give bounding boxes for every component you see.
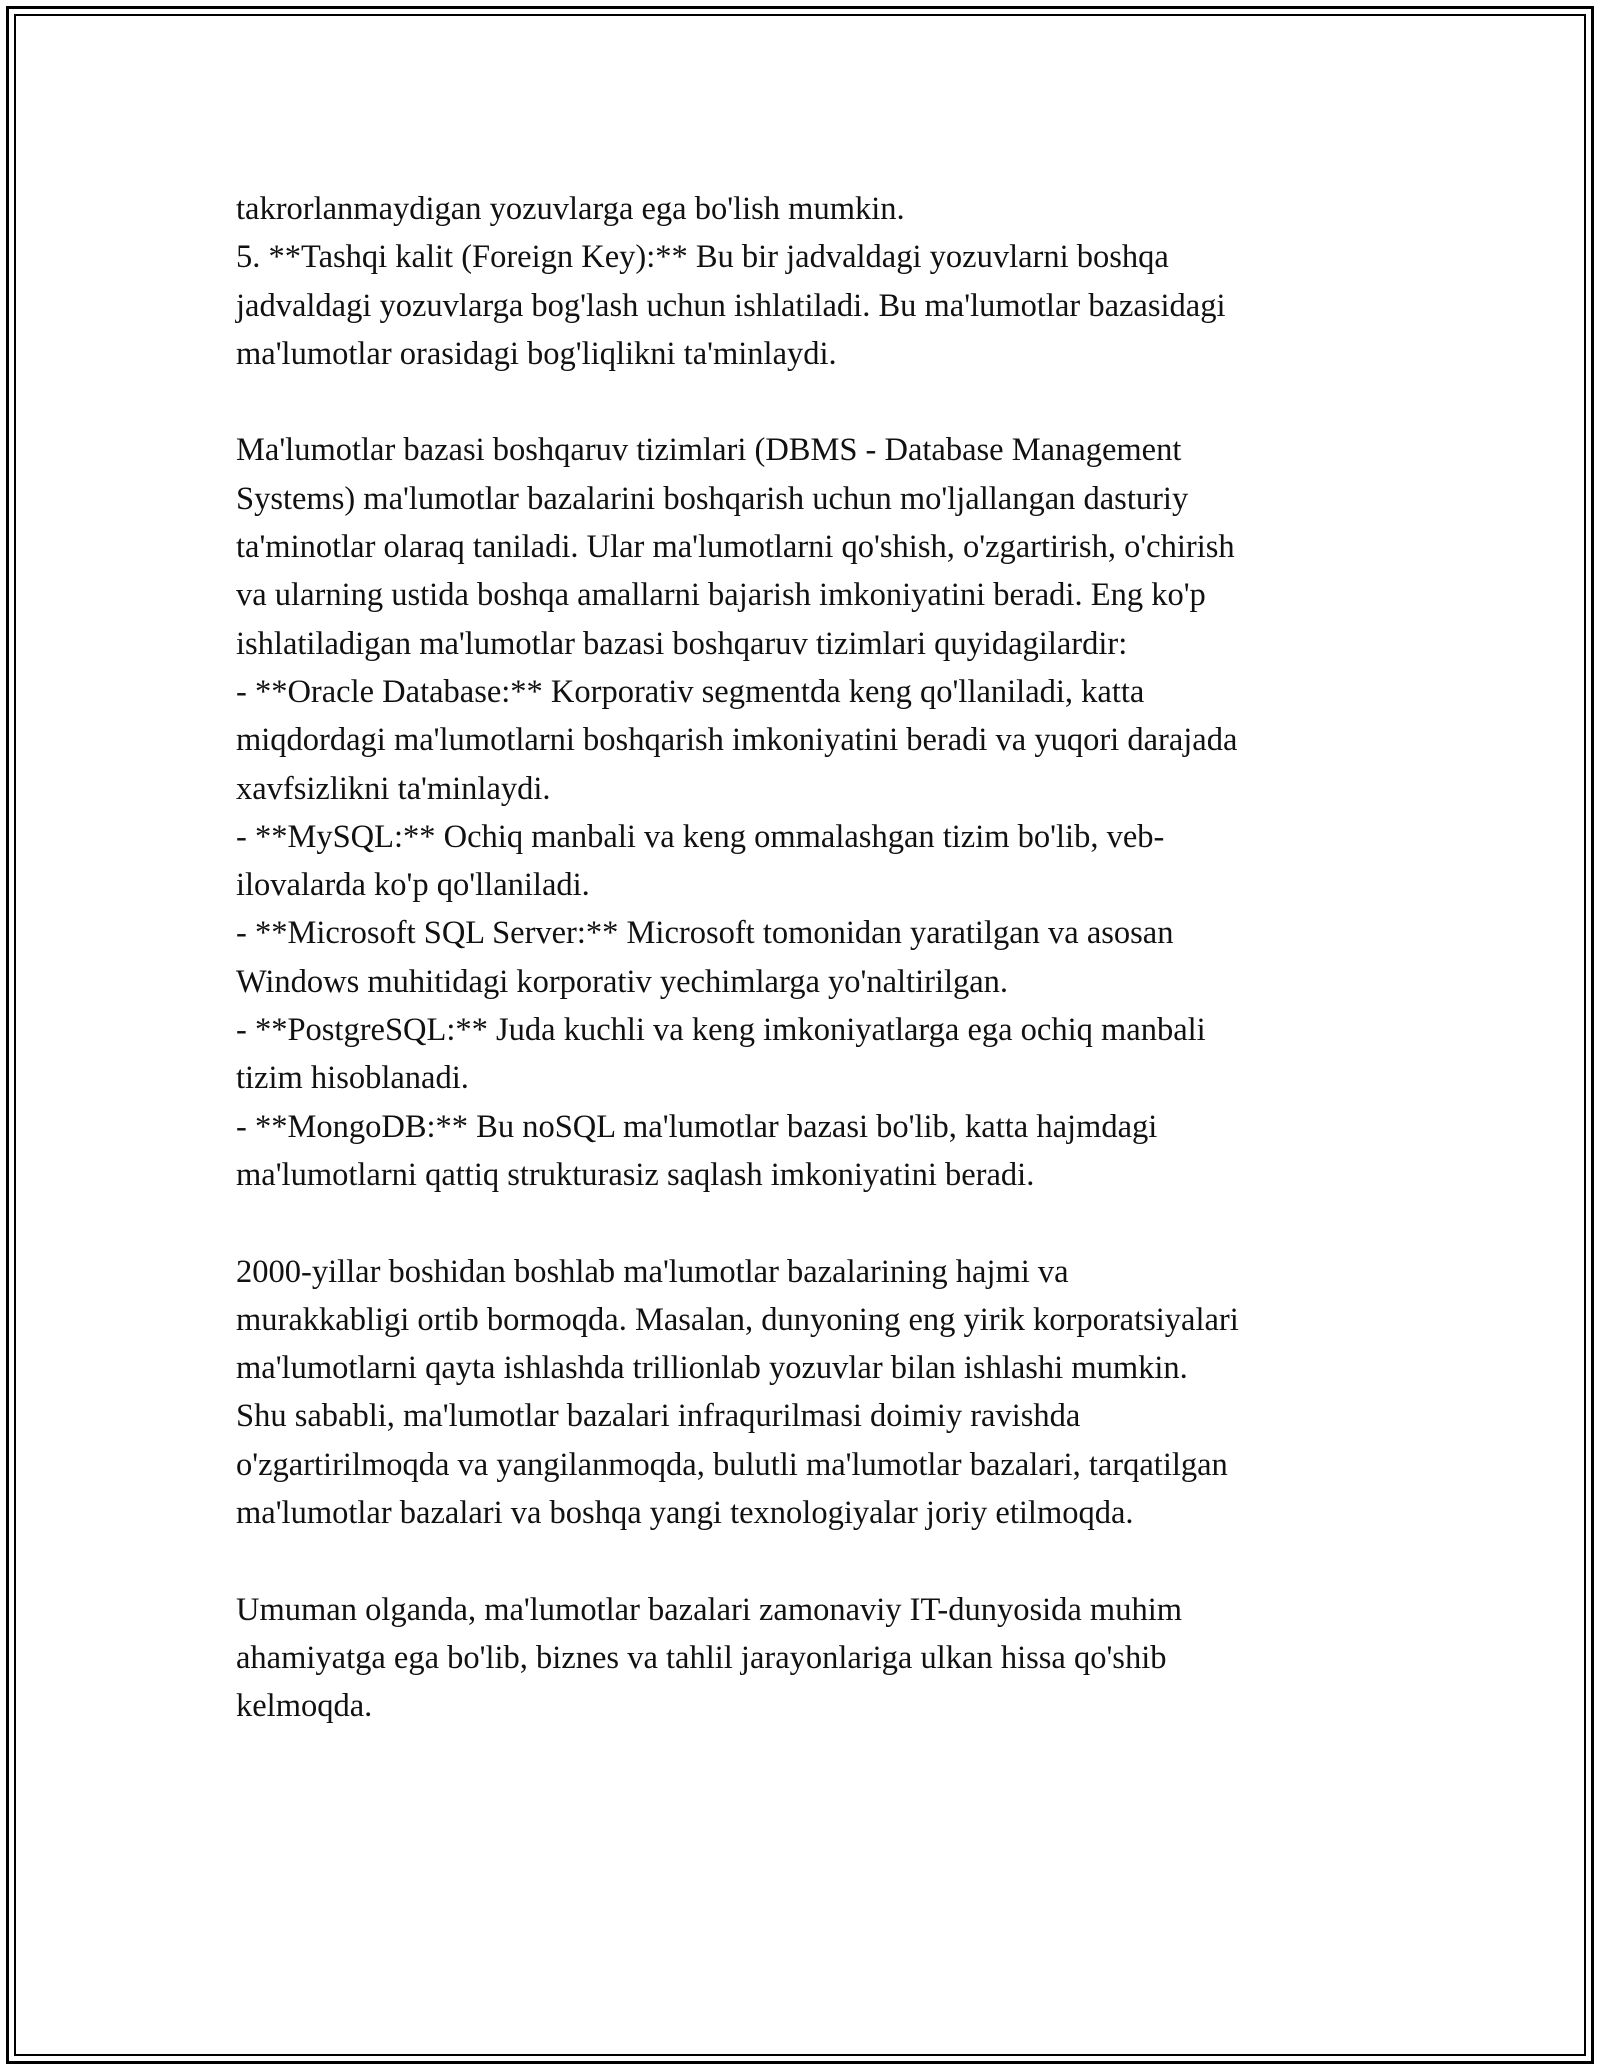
text-line: ma'lumotlar bazalari va boshqa yangi texnologiyalar joriy etilmoqda. [236,1495,1134,1532]
text-line: 5. **Tashqi kalit (Foreign Key):** Bu bir jadvaldagi yozuvlarni boshqa [236,239,1169,276]
text-line: ilovalarda ko'p qo'llaniladi. [236,867,590,904]
text-line: - **Microsoft SQL Server:** Microsoft tomonidan yaratilgan va asosan [236,915,1174,952]
text-line: - **PostgreSQL:** Juda kuchli va keng imkoniyatlarga ega ochiq manbali [236,1012,1206,1049]
text-line: xavfsizlikni ta'minlaydi. [236,770,551,807]
paragraph-gap [236,1537,1386,1585]
text-line: - **MongoDB:** Bu noSQL ma'lumotlar bazasi bo'lib, katta hajmdagi [236,1108,1158,1145]
text-line: miqdordagi ma'lumotlarni boshqarish imkoniyatini beradi va yuqori darajada [236,722,1238,759]
paragraph-gap [236,378,1386,426]
text-line: ahamiyatga ega bo'lib, biznes va tahlil jarayonlariga ulkan hissa qo'shib [236,1639,1167,1676]
text-line: ma'lumotlarni qayta ishlashda trillionlab yozuvlar bilan ishlashi mumkin. [236,1350,1188,1387]
text-line: Ma'lumotlar bazasi boshqaruv tizimlari (DBMS - Database Management [236,432,1182,469]
text-line: Shu sababli, ma'lumotlar bazalari infraqurilmasi doimiy ravishda [236,1398,1081,1435]
text-line: ma'lumotlar orasidagi bog'liqlikni ta'minlaydi. [236,335,837,372]
text-line: va ularning ustida boshqa amallarni bajarish imkoniyatini beradi. Eng ko'p [236,577,1206,614]
document-body [236,185,1386,1731]
text-line: jadvaldagi yozuvlarga bog'lash uchun ishlatiladi. Bu ma'lumotlar bazasidagi [236,287,1226,324]
text-line: kelmoqda. [236,1688,373,1725]
text-line: tizim hisoblanadi. [236,1060,469,1097]
text-line: takrorlanmaydigan yozuvlarga ega bo'lish mumkin. [236,191,905,227]
text-line: Umuman olganda, ma'lumotlar bazalari zamonaviy IT-dunyosida muhim [236,1591,1183,1628]
text-line: ta'minotlar olaraq taniladi. Ular ma'lumotlarni qo'shish, o'zgartirish, o'chirish [236,529,1235,566]
text-line: Windows muhitidagi korporativ yechimlarga yo'naltirilgan. [236,963,1009,1000]
text-line: 2000-yillar boshidan boshlab ma'lumotlar bazalarining hajmi va [236,1253,1069,1290]
text-line: - **MySQL:** Ochiq manbali va keng ommalashgan tizim bo'lib, veb- [236,818,1165,855]
text-line: o'zgartirilmoqda va yangilanmoqda, bulutli ma'lumotlar bazalari, tarqatilgan [236,1446,1228,1483]
text-line: ma'lumotlarni qattiq strukturasiz saqlash imkoniyatini beradi. [236,1156,1035,1193]
text-line: ishlatiladigan ma'lumotlar bazasi boshqaruv tizimlari quyidagilardir: [236,625,1128,662]
paragraph-gap [236,1199,1386,1247]
text-line: murakkabligi ortib bormoqda. Masalan, dunyoning eng yirik korporatsiyalari [236,1301,1239,1338]
text-line: - **Oracle Database:** Korporativ segmentda keng qo'llaniladi, katta [236,673,1145,710]
text-line: Systems) ma'lumotlar bazalarini boshqarish uchun mo'ljallangan dasturiy [236,480,1189,517]
